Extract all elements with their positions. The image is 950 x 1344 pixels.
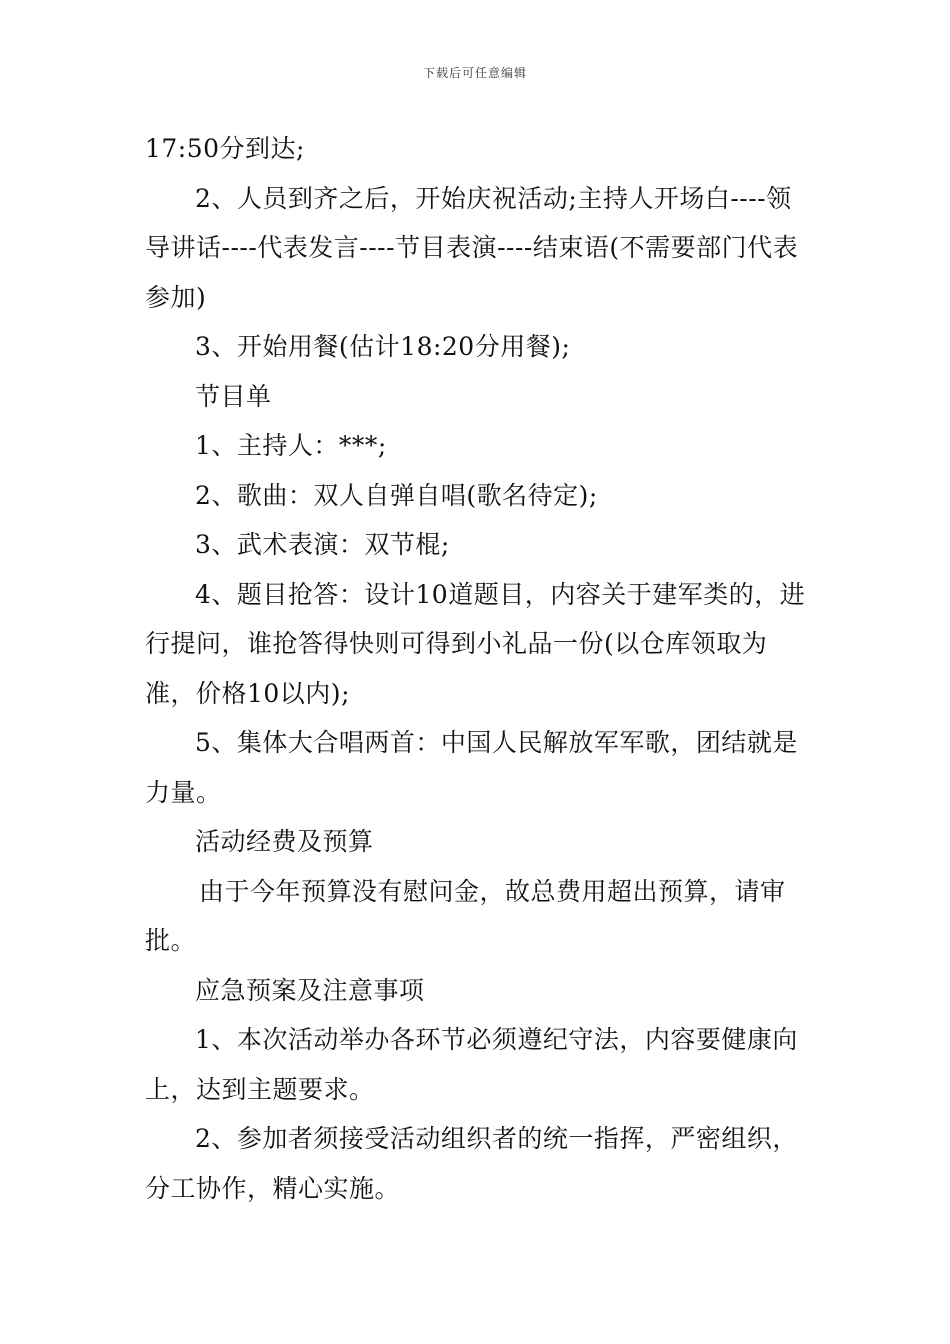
section-heading-emergency: 应急预案及注意事项 xyxy=(195,975,425,1005)
paragraph-arrival-time: 17:50分到达; xyxy=(145,134,305,163)
section-heading-budget: 活动经费及预算 xyxy=(195,827,374,856)
program-item-host: 1、主持人：***; xyxy=(195,431,387,460)
program-item-quiz: 4、题目抢答：设计10道题目，内容关于建军类的，进行提问，谁抢答得快则可得到小礼品一份(以仓库领取为准，价格10以内); xyxy=(145,579,806,708)
emergency-item-compliance: 1、本次活动举办各环节必须遵纪守法，内容要健康向上，达到主题要求。 xyxy=(145,1025,798,1104)
section-heading-program: 节目单 xyxy=(195,381,272,411)
emergency-item-command: 2、参加者须接受活动组织者的统一指挥，严密组织，分工协作，精心实施。 xyxy=(145,1124,798,1203)
paragraph-budget-note: 由于今年预算没有慰问金，故总费用超出预算，请审批。 xyxy=(145,876,786,955)
paragraph-dinner-start: 3、开始用餐(估计18:20分用餐); xyxy=(195,332,571,361)
program-item-song: 2、歌曲：双人自弹自唱(歌名待定); xyxy=(195,480,598,510)
program-item-martial-arts: 3、武术表演：双节棍; xyxy=(195,530,450,559)
program-item-chorus: 5、集体大合唱两首：中国人民解放军军歌，团结就是力量。 xyxy=(145,728,798,807)
document-body xyxy=(145,124,807,1213)
paragraph-event-flow: 2、人员到齐之后，开始庆祝活动;主持人开场白----领导讲话----代表发言----节目表演----结束语(不需要部门代表参加) xyxy=(145,183,799,312)
page-header-note: 下载后可任意编辑 xyxy=(422,66,527,80)
